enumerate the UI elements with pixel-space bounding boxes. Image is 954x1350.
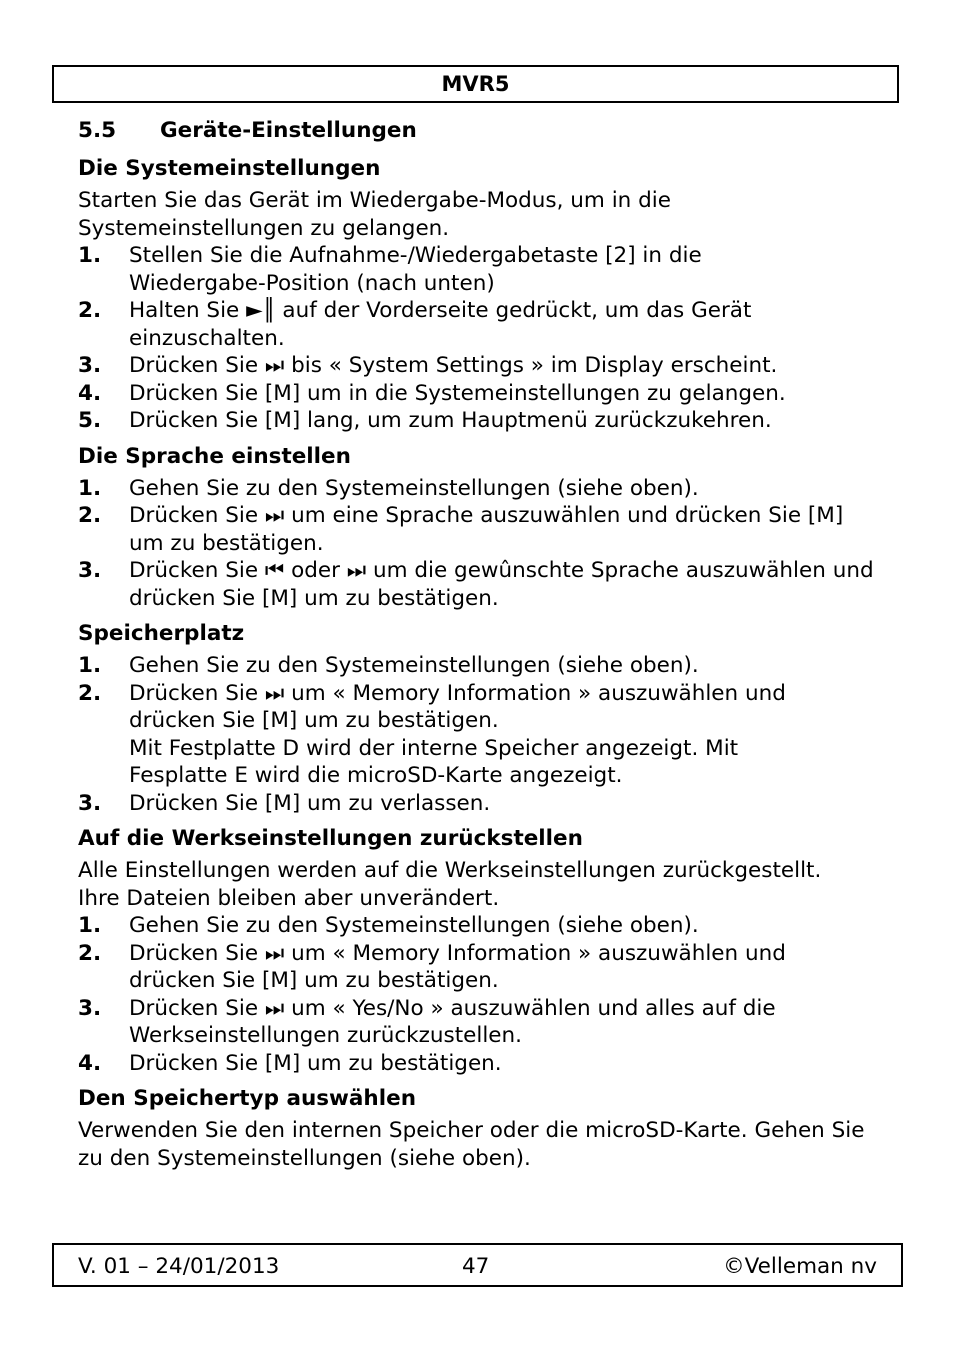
step-text: Halten Sie ►║ auf der Vorderseite gedrückt, um das Gerät einzuschalten. xyxy=(129,298,752,351)
step-number: 1. xyxy=(78,243,102,268)
step-text: Drücken Sie [M] um zu verlassen. xyxy=(129,790,491,816)
reset-steps xyxy=(78,912,888,1077)
list-item xyxy=(78,790,888,818)
step-note: Mit Festplatte D wird der interne Speicher angezeigt. Mit Fesplatte E wird die microSD-Karte angezeigt. xyxy=(129,735,739,788)
step-number: 4. xyxy=(78,380,102,406)
list-item xyxy=(78,502,888,557)
list-item xyxy=(78,380,888,408)
section-title xyxy=(78,113,888,149)
heading-language: Die Sprache einstellen xyxy=(78,443,351,469)
step-number: 1. xyxy=(78,913,102,938)
list-item xyxy=(78,352,888,380)
list-item xyxy=(78,940,888,995)
heading-memory: Speicherplatz xyxy=(78,621,245,646)
page-header xyxy=(52,65,899,103)
heading-system-settings: Die Systemeinstellungen xyxy=(78,156,381,181)
section-number: 5.5 xyxy=(78,118,117,143)
step-number: 2. xyxy=(78,940,102,966)
step-number: 3. xyxy=(78,353,102,378)
list-item xyxy=(78,652,888,680)
step-number: 2. xyxy=(78,298,102,323)
step-number: 3. xyxy=(78,995,102,1021)
heading-factory-reset: Auf die Werkseinstellungen zurückstellen xyxy=(78,826,583,851)
list-item xyxy=(78,1050,888,1078)
list-item xyxy=(78,912,888,940)
step-text: Gehen Sie zu den Systemeinstellungen (siehe oben). xyxy=(129,913,699,938)
footer-version: V. 01 – 24/01/2013 xyxy=(78,1254,280,1279)
step-number: 5. xyxy=(78,408,102,433)
step-text: Drücken Sie [M] um zu bestätigen. xyxy=(129,1050,502,1076)
system-intro: Starten Sie das Gerät im Wiedergabe-Modus, um in die Systemeinstellungen zu gelangen. xyxy=(78,188,671,241)
step-text: Stellen Sie die Aufnahme-/Wiedergabetaste [2] in die Wiedergabe-Position (nach unten) xyxy=(129,243,702,296)
list-item xyxy=(78,680,888,790)
step-body xyxy=(129,680,859,790)
step-text: Gehen Sie zu den Systemeinstellungen (siehe oben). xyxy=(129,653,699,678)
section-heading: Geräte-Einstellungen xyxy=(160,118,417,143)
step-text: Drücken Sie ⏭ um « Memory Information » auszuwählen und drücken Sie [M] um zu bestätigen. xyxy=(129,680,786,733)
step-number: 1. xyxy=(78,475,102,501)
step-text: Drücken Sie [M] um in die Systemeinstellungen zu gelangen. xyxy=(129,380,786,406)
list-item xyxy=(78,557,888,612)
step-text: Drücken Sie [M] lang, um zum Hauptmenü zurückzukehren. xyxy=(129,408,772,433)
step-text: Drücken Sie ⏭ um « Yes/No » auszuwählen und alles auf die Werkseinstellungen zurückzustellen. xyxy=(129,995,776,1048)
list-item xyxy=(78,297,888,352)
list-item xyxy=(78,475,888,503)
step-number: 2. xyxy=(78,680,102,706)
footer-copyright: ©Velleman nv xyxy=(723,1254,877,1279)
step-text: Drücken Sie ⏮ oder ⏭ um die gewûnschte Sprache auszuwählen und drücken Sie [M] um zu bestätigen. xyxy=(129,558,874,611)
page-content xyxy=(78,113,888,1172)
memory-steps xyxy=(78,652,888,817)
step-number: 4. xyxy=(78,1050,102,1076)
language-steps xyxy=(78,475,888,613)
step-text: Gehen Sie zu den Systemeinstellungen (siehe oben). xyxy=(129,475,699,501)
system-steps xyxy=(78,242,888,435)
heading-storage-type: Den Speichertyp auswählen xyxy=(78,1086,416,1111)
storage-intro: Verwenden Sie den internen Speicher oder die microSD-Karte. Gehen Sie zu den Systemeinstellungen (siehe oben). xyxy=(78,1118,865,1171)
footer-page-number: 47 xyxy=(462,1254,490,1279)
list-item xyxy=(78,407,888,435)
step-number: 2. xyxy=(78,503,102,528)
page-footer xyxy=(52,1243,903,1287)
list-item xyxy=(78,995,888,1050)
step-text: Drücken Sie ⏭ um « Memory Information » auszuwählen und drücken Sie [M] um zu bestätigen. xyxy=(129,940,786,993)
step-text: Drücken Sie ⏭ bis « System Settings » im Display erscheint. xyxy=(129,353,778,378)
step-number: 3. xyxy=(78,558,102,583)
step-text: Drücken Sie ⏭ um eine Sprache auszuwählen und drücken Sie [M] um zu bestätigen. xyxy=(129,503,844,556)
step-number: 3. xyxy=(78,790,102,816)
list-item xyxy=(78,242,888,297)
reset-intro: Alle Einstellungen werden auf die Werkseinstellungen zurückgestellt. Ihre Dateien bleiben aber unverändert. xyxy=(78,858,822,911)
header-title: MVR5 xyxy=(441,72,510,96)
step-number: 1. xyxy=(78,653,102,678)
